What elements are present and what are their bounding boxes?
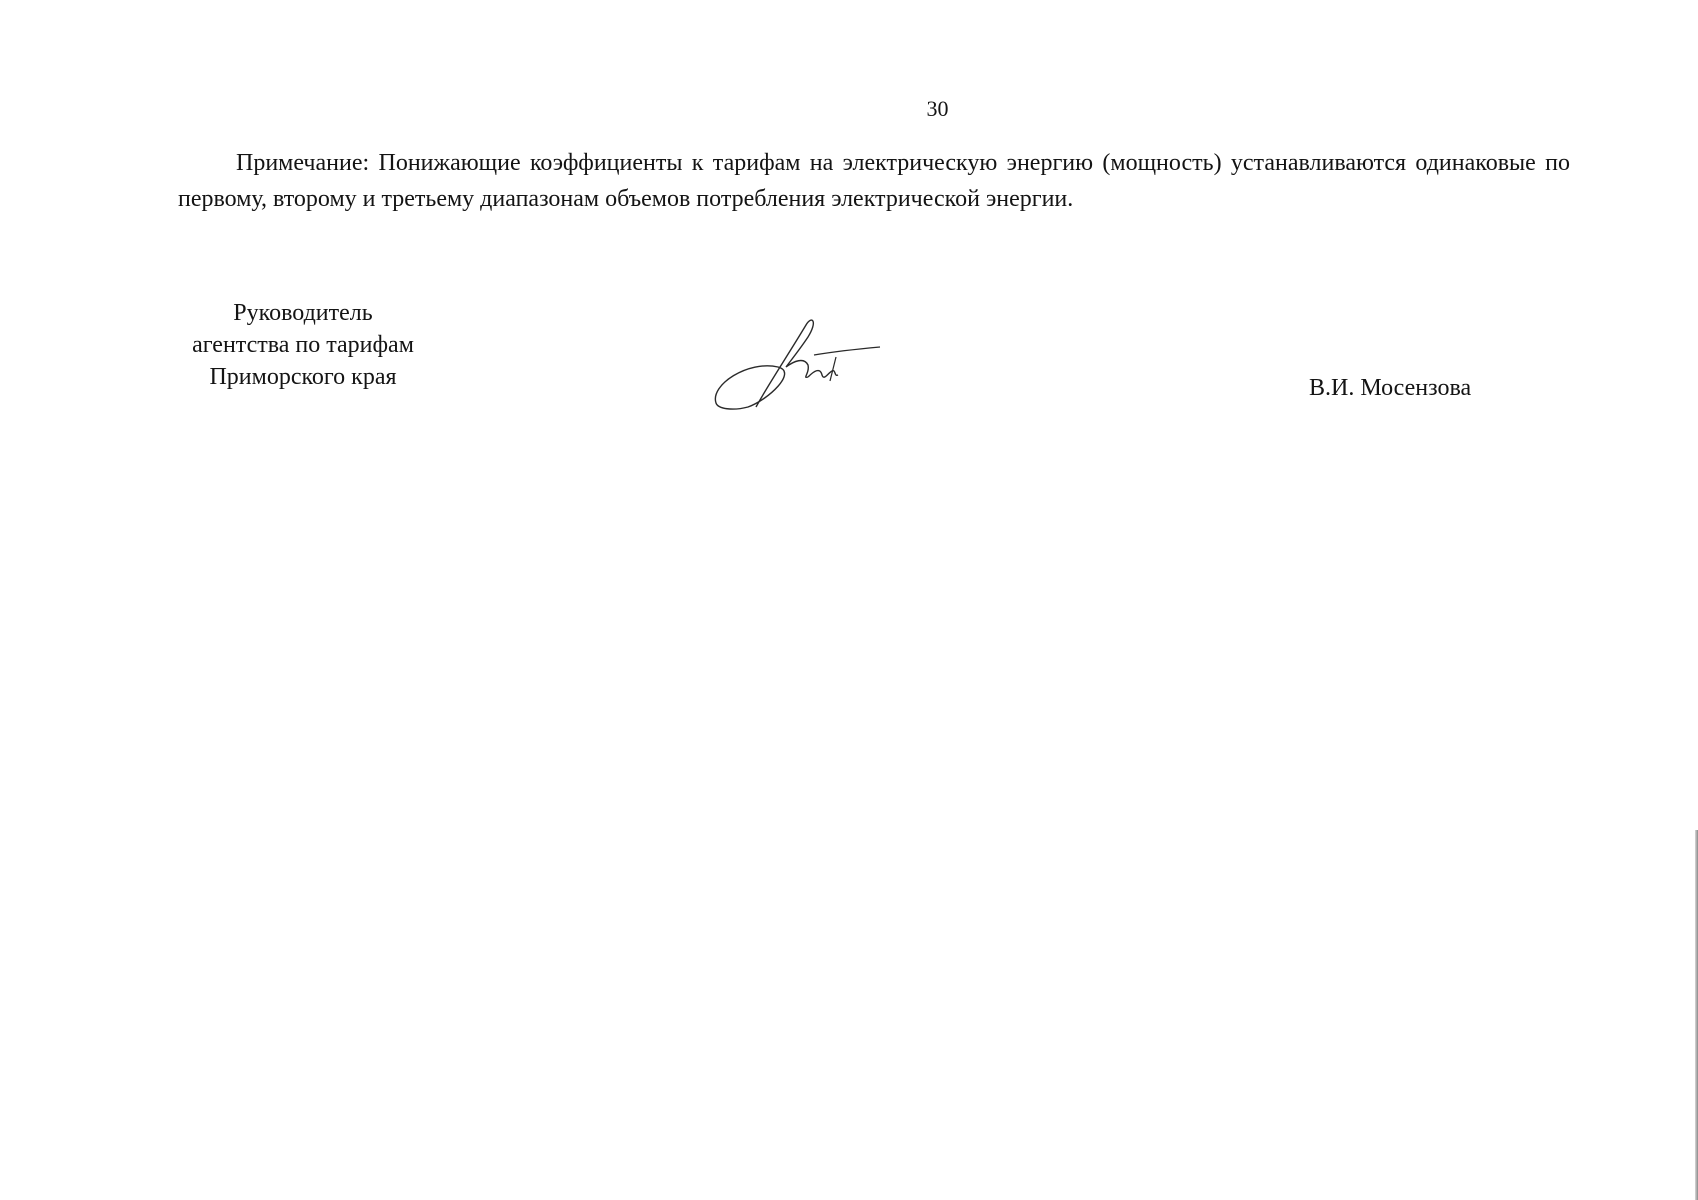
signer-title: [168, 297, 438, 393]
page-number: 30: [926, 96, 949, 121]
handwritten-signature-icon: [708, 315, 888, 415]
signer-title-line-2: агентства по тарифам: [192, 332, 414, 358]
signer-name: В.И. Мосензова: [1309, 375, 1472, 401]
signer-title-line-3: Приморского края: [209, 364, 397, 390]
note-paragraph: Примечание: Понижающие коэффициенты к тарифам на электрическую энергию (мощность) устанавливаются одинаковые по первому, второму и третьему диапазонам объемов потребления электрической энергии.: [178, 150, 1570, 212]
signer-title-line-1: Руководитель: [233, 300, 373, 326]
